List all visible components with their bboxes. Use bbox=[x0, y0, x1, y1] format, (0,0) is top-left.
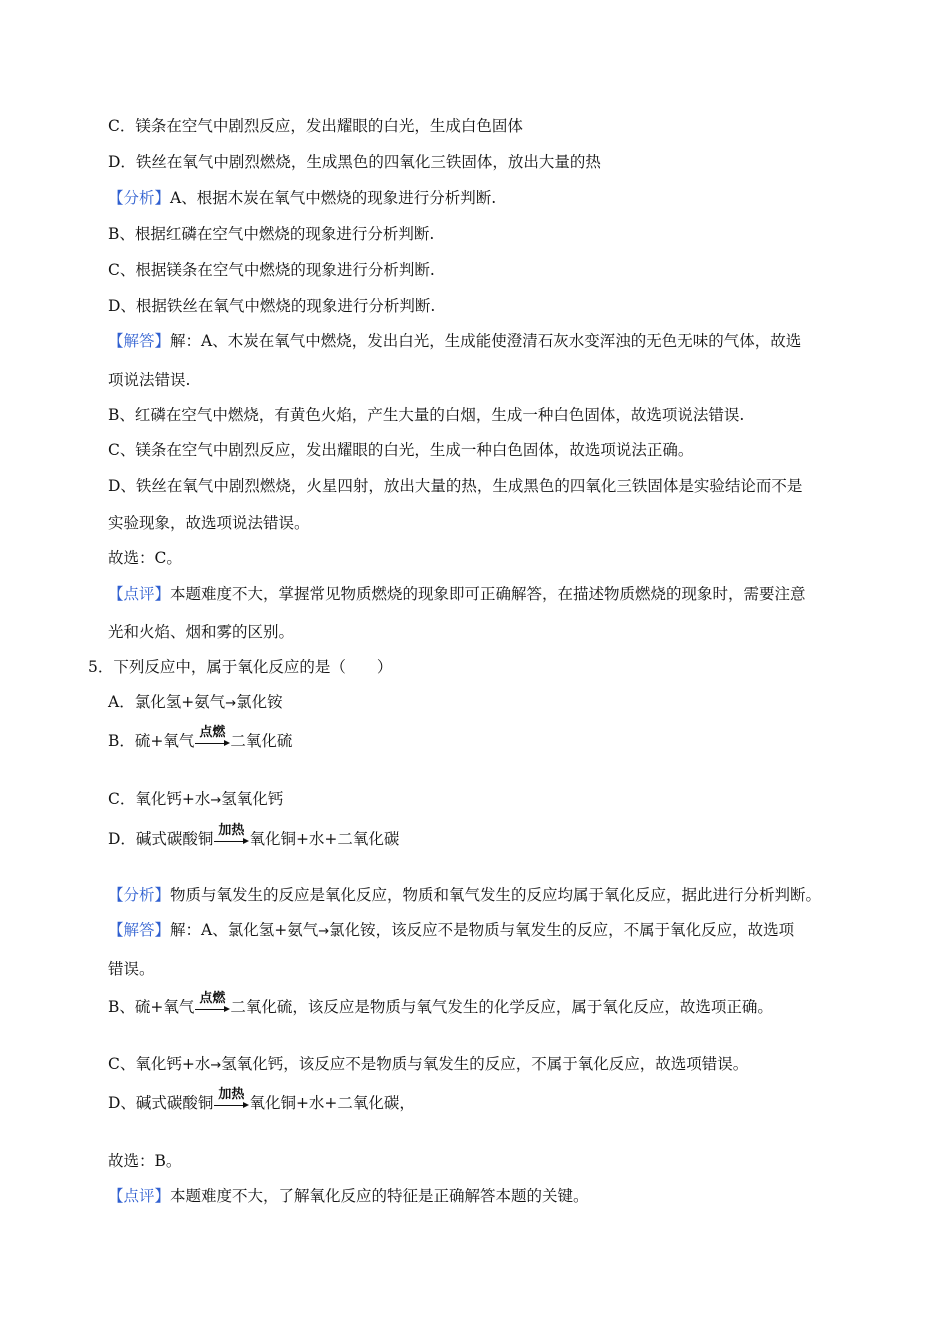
reaction-arrow-icon bbox=[213, 1087, 249, 1113]
q5-answer-c: C、氧化钙+水→氢氧化钙，该反应不是物质与氧发生的反应，不属于氧化反应，故选项错误。 bbox=[108, 1055, 749, 1073]
condition-heat: 加热 bbox=[218, 823, 245, 838]
q4-analysis-d: D、根据铁丝在氧气中燃烧的现象进行分析判断. bbox=[108, 297, 436, 315]
comment-text: 本题难度不大，了解氧化反应的特征是正确解答本题的关键。 bbox=[170, 1187, 589, 1205]
q4-answer-c: C、镁条在空气中剧烈反应，发出耀眼的白光，生成一种白色固体，故选项说法正确。 bbox=[108, 441, 694, 459]
comment-tag: 【点评】 bbox=[108, 1187, 171, 1205]
q4-answer-d: D、铁丝在氧气中剧烈燃烧，火星四射，放出大量的热，生成黑色的四氧化三铁固体是实验结论而不是 bbox=[108, 477, 803, 495]
q5-option-b: B．硫+氧气 点燃 二氧化硫 bbox=[108, 725, 293, 750]
condition-ignite: 点燃 bbox=[199, 725, 226, 740]
q4-analysis-c: C、根据镁条在空气中燃烧的现象进行分析判断. bbox=[108, 261, 435, 279]
reaction-arrow-icon bbox=[194, 991, 230, 1017]
q4-answer-b: B、红磷在空气中燃烧，有黄色火焰，产生大量的白烟，生成一种白色固体，故选项说法错误. bbox=[108, 406, 745, 424]
arrow-icon: → bbox=[318, 924, 330, 939]
q4-answer-a bbox=[108, 331, 801, 351]
comment-text: 本题难度不大，掌握常见物质燃烧的现象即可正确解答，在描述物质燃烧的现象时，需要注意 bbox=[170, 585, 806, 603]
arrow-icon: → bbox=[210, 1058, 222, 1073]
analysis-tag: 【分析】 bbox=[108, 886, 171, 904]
q5-answer-b: B、硫+氧气 点燃 二氧化硫，该反应是物质与氧气发生的化学反应，属于氧化反应，故选项正确。 bbox=[108, 991, 773, 1016]
condition-ignite: 点燃 bbox=[199, 991, 226, 1006]
reaction-arrow-icon bbox=[213, 823, 249, 849]
q4-option-d: D．铁丝在氧气中剧烈燃烧，生成黑色的四氧化三铁固体，放出大量的热 bbox=[108, 153, 601, 171]
q4-analysis-a bbox=[108, 188, 496, 208]
condition-heat: 加热 bbox=[218, 1087, 245, 1102]
arrow-icon: → bbox=[210, 793, 222, 808]
q5-analysis bbox=[108, 885, 821, 905]
q5-choice: 故选：B。 bbox=[108, 1152, 182, 1170]
q5-answer-a-cont: 错误。 bbox=[108, 960, 155, 978]
q5-option-a: A．氯化氢+氨气→氯化铵 bbox=[108, 693, 283, 711]
q5-comment bbox=[108, 1186, 589, 1206]
q4-option-c: C．镁条在空气中剧烈反应，发出耀眼的白光，生成白色固体 bbox=[108, 117, 523, 135]
analysis-text: A、根据木炭在氧气中燃烧的现象进行分析判断. bbox=[170, 189, 497, 207]
q5-answer-a: 【解答】解：A、氯化氢+氨气→氯化铵，该反应不是物质与氧发生的反应，不属于氧化反应，故选项 bbox=[108, 921, 795, 939]
q4-answer-d-cont: 实验现象，故选项说法错误。 bbox=[108, 514, 310, 532]
comment-tag: 【点评】 bbox=[108, 585, 171, 603]
reaction-arrow-icon bbox=[194, 725, 230, 751]
answer-tag: 【解答】 bbox=[108, 921, 171, 939]
answer-tag: 【解答】 bbox=[108, 332, 171, 350]
q5-answer-d: D、碱式碳酸铜 加热 氧化铜+水+二氧化碳， bbox=[108, 1087, 415, 1112]
q5-option-c: C．氧化钙+水→氢氧化钙 bbox=[108, 790, 284, 808]
q4-analysis-b: B、根据红磷在空气中燃烧的现象进行分析判断. bbox=[108, 225, 435, 243]
analysis-tag: 【分析】 bbox=[108, 189, 171, 207]
q5-stem: 5．下列反应中，属于氧化反应的是（ ） bbox=[88, 658, 393, 676]
q5-option-d: D．碱式碳酸铜 加热 氧化铜+水+二氧化碳 bbox=[108, 823, 400, 848]
q4-choice: 故选：C。 bbox=[108, 549, 182, 567]
q4-answer-a-cont: 项说法错误. bbox=[108, 371, 191, 389]
analysis-text: 物质与氧发生的反应是氧化反应，物质和氧气发生的反应均属于氧化反应，据此进行分析判断。 bbox=[170, 886, 822, 904]
q4-comment-cont: 光和火焰、烟和雾的区别。 bbox=[108, 623, 295, 641]
arrow-icon: → bbox=[225, 696, 237, 711]
q4-comment bbox=[108, 584, 806, 604]
answer-text: 解：A、木炭在氧气中燃烧，发出白光，生成能使澄清石灰水变浑浊的无色无味的气体，故选 bbox=[170, 332, 802, 350]
